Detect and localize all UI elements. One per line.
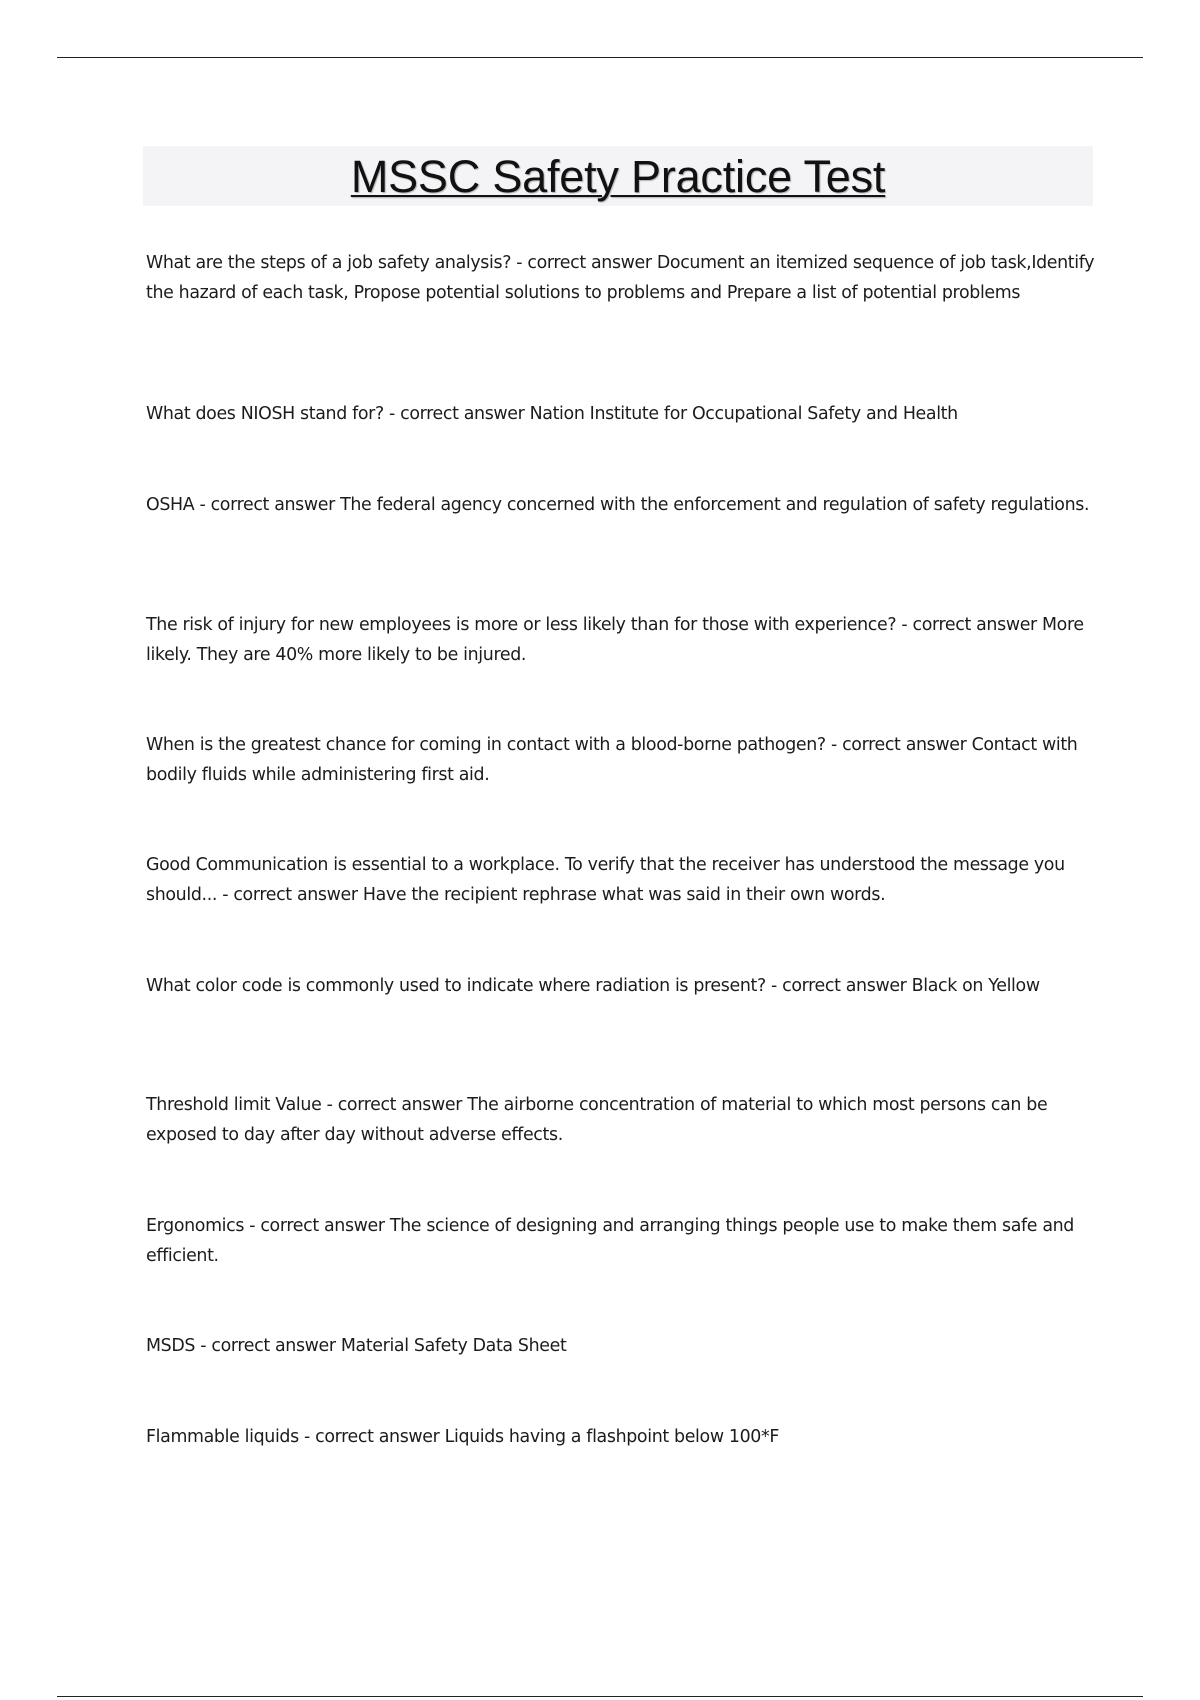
qa-item-job-safety-analysis: What are the steps of a job safety analysis? - correct answer Document an itemized sequence of job task,Identify the hazard of each task, Propose potential solutions to problems and Prepare a list of potential problems [146,253,1095,303]
qa-item-threshold-limit-value: Threshold limit Value - correct answer The airborne concentration of material to which most persons can be exposed to day after day without adverse effects. [146,1095,1048,1145]
bottom-rule [57,1696,1143,1697]
qa-item-flammable-liquids: Flammable liquids - correct answer Liquids having a flashpoint below 100*F [146,1427,780,1447]
qa-item-new-employee-risk: The risk of injury for new employees is more or less likely than for those with experience? - correct answer More likely. They are 40% more likely to be injured. [146,615,1084,665]
qa-item-communication: Good Communication is essential to a workplace. To verify that the receiver has understood the message you should... - correct answer Have the recipient rephrase what was said in their own words. [146,855,1065,905]
qa-item-blood-borne-pathogen: When is the greatest chance for coming in contact with a blood-borne pathogen? - correct answer Contact with bodily fluids while administering first aid. [146,735,1078,785]
qa-item-radiation-color-code: What color code is commonly used to indicate where radiation is present? - correct answer Black on Yellow [146,976,1040,996]
qa-item-osha: OSHA - correct answer The federal agency concerned with the enforcement and regulation of safety regulations. [146,495,1090,515]
qa-item-ergonomics: Ergonomics - correct answer The science of designing and arranging things people use to make them safe and efficient. [146,1216,1074,1266]
qa-item-niosh: What does NIOSH stand for? - correct answer Nation Institute for Occupational Safety and Health [146,404,958,424]
page-title: MSSC Safety Practice Test [350,150,886,202]
qa-item-msds: MSDS - correct answer Material Safety Data Sheet [146,1336,567,1356]
